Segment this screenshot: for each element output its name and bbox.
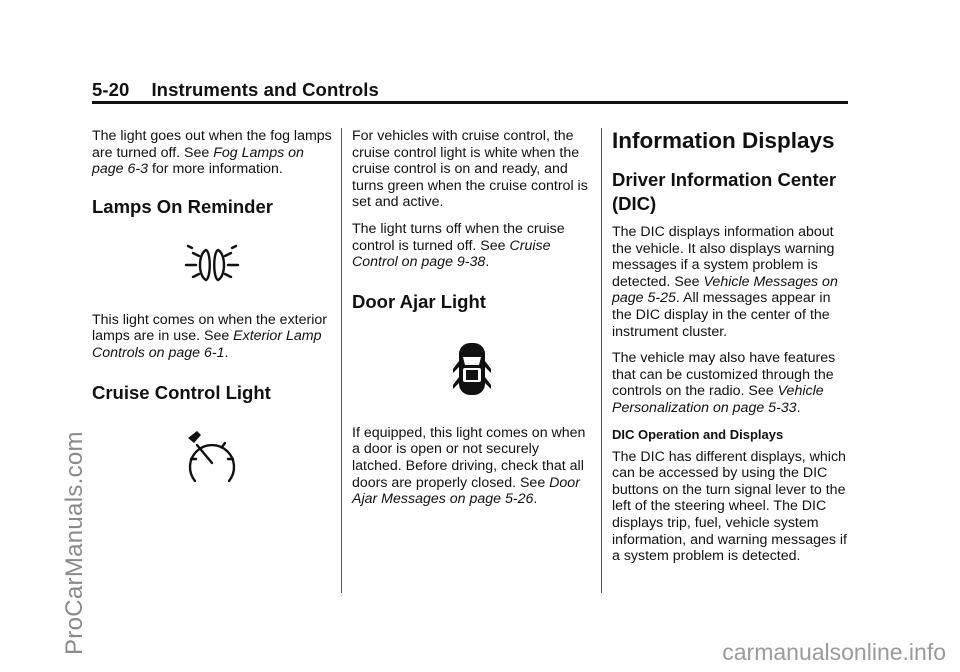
column-1 <box>92 128 332 514</box>
dic-paragraph-3: The DIC has different displays, which can be accessed by using the DIC buttons on the turn signal lever to the left of the steering wheel. The DIC displays trip, fuel, vehicle system information, and warning messages if a system problem is detected. <box>612 448 848 565</box>
column-divider <box>601 128 602 593</box>
exterior-lamp-controls-ref[interactable]: Exterior Lamp Controls on page 6-1 <box>92 328 322 361</box>
information-displays-heading: Information Displays <box>612 128 835 153</box>
dic-paragraph-2: The vehicle may also have features that can be customized through the controls on the radio. See Vehicle Personalization on page 5-33. <box>612 350 836 416</box>
fog-lamps-ref[interactable]: Fog Lamps on page 6-3 <box>92 144 304 178</box>
watermark-bottom: carmanualsonline.info <box>722 639 946 665</box>
header-text <box>92 79 848 101</box>
fog-paragraph: The light goes out when the fog lamps are turned off. See Fog Lamps on page 6-3 for more information. <box>92 128 332 178</box>
column-divider <box>341 128 342 593</box>
cruise-paragraph-1: For vehicles with cruise control, the cruise control light is white when the cruise control is on and ready, and turns green when the cruise control is set and active. <box>352 128 588 211</box>
dic-paragraph-1: The DIC displays information about the vehicle. It also displays warning messages if a system problem is detected. See Vehicle Messages on page 5-25. All messages appear in the DIC display in the center of the instrument cluster. <box>612 224 838 340</box>
vehicle-personalization-ref[interactable]: Vehicle Personalization on page 5-33 <box>612 383 824 416</box>
door-ajar-light-heading: Door Ajar Light <box>352 290 486 312</box>
cruise-icon-area <box>92 404 332 514</box>
page-number: 5-20 <box>92 79 130 100</box>
cruise-control-ref[interactable]: Cruise Control on page 9-38 <box>352 237 551 271</box>
door-icon-area <box>352 313 592 425</box>
lamps-on-reminder-heading: Lamps On Reminder <box>92 195 273 217</box>
lamps-paragraph: This light comes on when the exterior lamps are in use. See Exterior Lamp Controls on page 6-1. <box>92 311 327 361</box>
cruise-control-light-heading: Cruise Control Light <box>92 381 271 403</box>
dic-heading: Driver Information Center (DIC) <box>612 169 837 214</box>
header-rule <box>92 101 848 104</box>
cruise-paragraph-2: The light turns off when the cruise control is turned off. See Cruise Control on page 9-38. <box>352 220 565 271</box>
column-2 <box>352 128 592 518</box>
section-title: Instruments and Controls <box>151 79 379 100</box>
column-3 <box>612 128 852 575</box>
watermark-left: ProCarManuals.com <box>61 431 88 655</box>
door-ajar-messages-ref[interactable]: Door Ajar Messages on page 5-26 <box>352 474 580 508</box>
page-header <box>92 79 848 107</box>
dic-operation-heading: DIC Operation and Displays <box>612 426 784 442</box>
door-paragraph: If equipped, this light comes on when a door is open or not securely latched. Before driving, check that all doors are properly closed. See Door Ajar Messages on page 5-26. <box>352 424 586 508</box>
cruise-control-icon <box>179 429 245 489</box>
door-ajar-icon <box>452 341 492 397</box>
vehicle-messages-ref[interactable]: Vehicle Messages on page 5-25 <box>612 273 838 307</box>
lamps-icon-area <box>92 218 332 312</box>
exterior-lamps-icon <box>179 244 245 286</box>
